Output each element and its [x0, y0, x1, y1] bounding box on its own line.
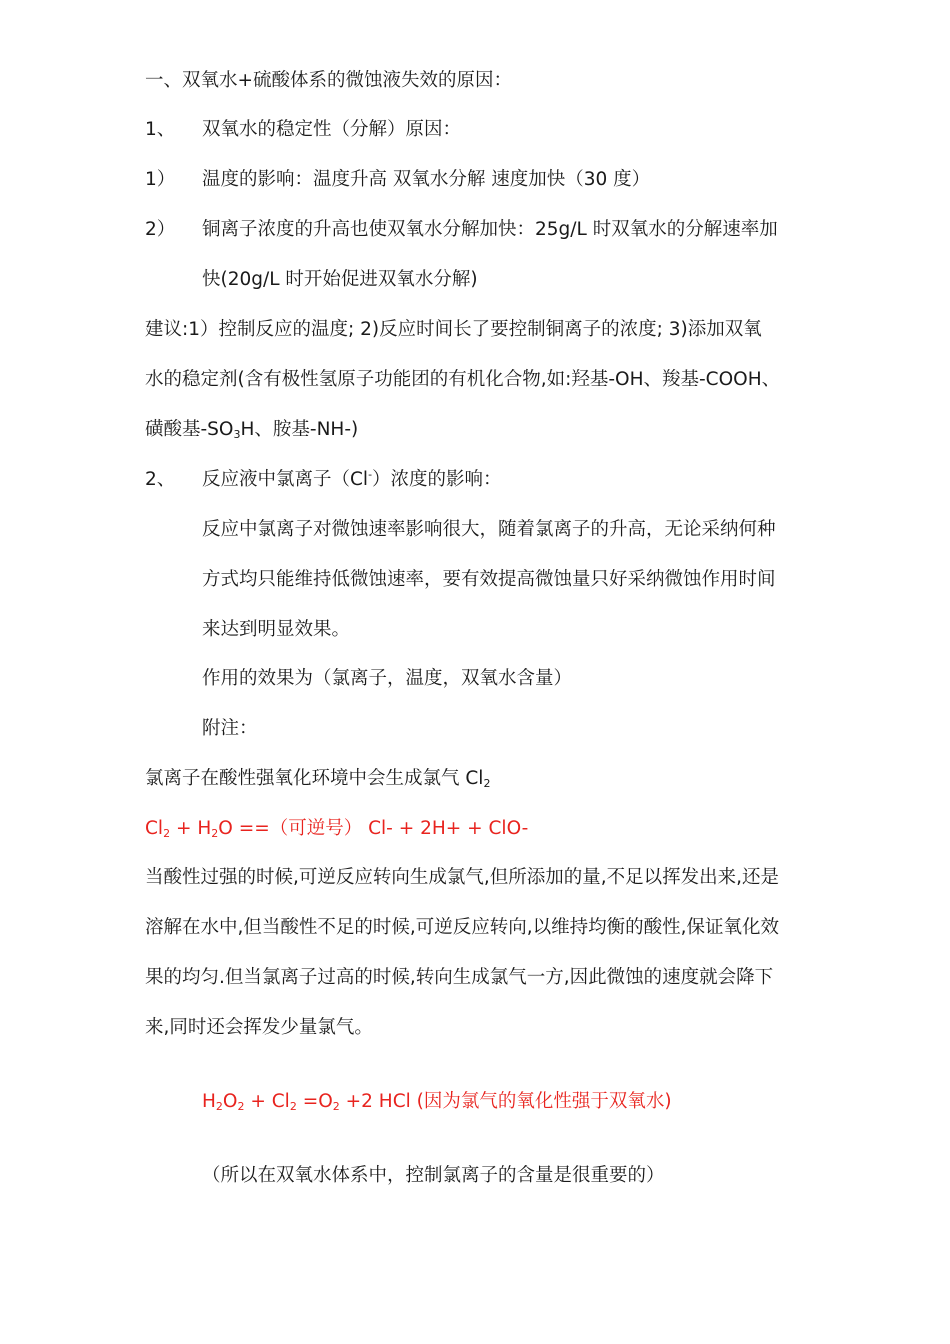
equation-text: O	[222, 1091, 238, 1112]
superscript: -	[368, 468, 373, 481]
section-heading: 一、双氧水+硫酸体系的微蚀液失效的原因：	[145, 70, 513, 91]
subscript: 2	[289, 1100, 297, 1113]
effect-line: 作用的效果为（氯离子，温度，双氧水含量）	[202, 668, 573, 689]
explanation-line-3: 果的均匀.但当氯离子过高的时候,转向生成氯气一方,因此微蚀的速度就会降下	[145, 967, 774, 988]
equation-text: O ==（可逆号） Cl- + 2H+ + ClO-	[218, 818, 529, 839]
explanation-line-1: 当酸性过强的时候,可逆反应转向生成氯气,但所添加的量,不足以挥发出来,还是	[145, 867, 780, 888]
suggestion-text: 磺酸基-SO	[145, 419, 234, 440]
subscript: 2	[483, 777, 491, 790]
subscript: 2	[163, 827, 171, 840]
equation-text: Cl	[145, 818, 164, 839]
section-1-number: 1、	[145, 119, 176, 140]
equation-text: =O	[296, 1091, 333, 1112]
suggestion-text: H、胺基-NH-)	[240, 419, 359, 440]
list-item-2-line-1: 铜离子浓度的升高也使双氧水分解加快：25g/L 时双氧水的分解速率加	[202, 219, 778, 240]
subscript: 2	[332, 1100, 340, 1113]
list-item-2-number: 2）	[145, 219, 176, 240]
equation-text: + Cl	[244, 1091, 290, 1112]
paragraph-line-3: 来达到明显效果。	[202, 619, 351, 640]
subscript: 3	[233, 428, 241, 441]
equation-1	[145, 817, 528, 841]
equation-text: +2 HCl (因为氯气的氧化性强于双氧水)	[339, 1091, 672, 1112]
equation-text: + H	[170, 818, 212, 839]
subscript: 2	[237, 1100, 245, 1113]
chlorine-text: 氯离子在酸性强氧化环境中会生成氯气 Cl	[145, 768, 484, 789]
equation-2	[202, 1090, 672, 1114]
conclusion-line: （所以在双氧水体系中，控制氯离子的含量是很重要的）	[202, 1165, 665, 1186]
equation-text: H	[202, 1091, 216, 1112]
title-text: 反应液中氯离子（Cl	[202, 469, 369, 490]
section-2-number: 2、	[145, 469, 176, 490]
explanation-line-4: 来,同时还会挥发少量氯气。	[145, 1017, 373, 1038]
suggestion-line-3	[145, 418, 358, 442]
chlorine-line	[145, 767, 490, 791]
explanation-line-2: 溶解在水中,但当酸性不足的时候,可逆反应转向,以维持均衡的酸性,保证氧化效	[145, 917, 780, 938]
suggestion-line-2: 水的稳定剂(含有极性氢原子功能团的有机化合物,如:羟基-OH、羧基-COOH、	[145, 369, 781, 390]
subscript: 2	[211, 827, 219, 840]
list-item-1-text: 温度的影响：温度升高 双氧水分解 速度加快（30 度）	[202, 169, 651, 190]
note-label: 附注：	[202, 718, 258, 739]
title-text: ）浓度的影响：	[372, 469, 502, 490]
section-2-title	[202, 468, 502, 492]
list-item-1-number: 1）	[145, 169, 176, 190]
paragraph-line-2: 方式均只能维持低微蚀速率，要有效提高微蚀量只好采纳微蚀作用时间	[202, 569, 776, 590]
subscript: 2	[215, 1100, 223, 1113]
section-1-title: 双氧水的稳定性（分解）原因：	[202, 119, 462, 140]
list-item-2-line-2: 快(20g/L 时开始促进双氧水分解)	[202, 269, 478, 290]
paragraph-line-1: 反应中氯离子对微蚀速率影响很大，随着氯离子的升高，无论采纳何种	[202, 519, 776, 540]
suggestion-line-1: 建议:1）控制反应的温度; 2)反应时间长了要控制铜离子的浓度; 3)添加双氧	[145, 319, 762, 340]
